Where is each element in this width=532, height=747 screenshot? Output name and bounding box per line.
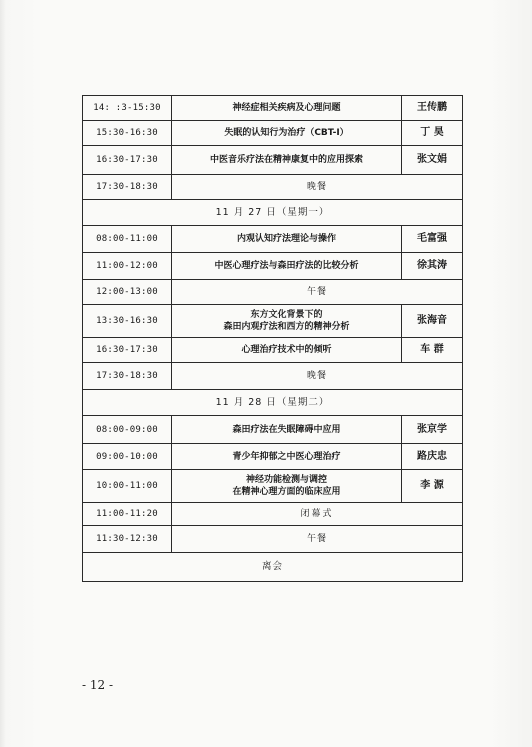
session-topic-line: 在精神心理方面的临床应用	[232, 487, 341, 497]
schedule-body	[83, 96, 463, 582]
session-speaker: 毛富强	[402, 226, 463, 253]
schedule-table	[82, 95, 463, 582]
session-speaker: 张海音	[402, 305, 463, 338]
schedule-row-meal	[83, 526, 463, 553]
session-speaker: 徐其涛	[402, 253, 463, 280]
schedule-row-session	[83, 253, 463, 280]
schedule-row-session	[83, 226, 463, 253]
schedule-row-day	[83, 200, 463, 226]
session-topic-line: 中医音乐疗法在精神康复中的应用探索	[209, 155, 363, 165]
session-topic-line: 心理治疗技术中的倾听	[241, 345, 332, 355]
schedule-row-session	[83, 121, 463, 146]
session-topic	[172, 226, 402, 253]
event-time: 11:30-12:30	[83, 526, 172, 553]
session-speaker: 王传鹏	[402, 96, 463, 121]
session-speaker: 张文娟	[402, 146, 463, 175]
session-topic	[172, 121, 402, 146]
schedule-row-meal	[83, 363, 463, 390]
session-topic	[172, 96, 402, 121]
session-topic	[172, 146, 402, 175]
day-header: 11 月 28 日（星期二）	[83, 390, 463, 416]
event-time: 11:00-11:20	[83, 503, 172, 526]
session-time: 10:00-11:00	[83, 470, 172, 503]
session-topic	[172, 470, 402, 503]
session-topic	[172, 253, 402, 280]
session-time: 13:30-16:30	[83, 305, 172, 338]
session-topic-line: 内观认知疗法理论与操作	[236, 234, 336, 244]
session-speaker: 张京学	[402, 416, 463, 444]
session-topic-line: 森田内观疗法和西方的精神分析	[223, 322, 350, 332]
schedule-row-session	[83, 305, 463, 338]
event-label: 闭幕式	[172, 503, 463, 526]
schedule-row-meal	[83, 503, 463, 526]
session-topic	[172, 338, 402, 363]
event-time: 12:00-13:00	[83, 280, 172, 305]
session-topic-line: 森田疗法在失眠障碍中应用	[232, 424, 341, 435]
session-topic-line: 神经症相关疾病及心理问题	[232, 103, 341, 113]
session-time: 08:00-09:00	[83, 416, 172, 444]
event-label: 晚餐	[172, 363, 463, 390]
event-label: 午餐	[172, 526, 463, 553]
session-time: 16:30-17:30	[83, 338, 172, 363]
session-time: 11:00-12:00	[83, 253, 172, 280]
schedule-row-session	[83, 96, 463, 121]
session-speaker: 李 源	[402, 470, 463, 503]
schedule-row-session	[83, 470, 463, 503]
session-time: 15:30-16:30	[83, 121, 172, 146]
session-topic	[172, 444, 402, 470]
session-time: 14: :3-15:30	[83, 96, 172, 121]
event-label: 晚餐	[172, 175, 463, 200]
schedule-row-day	[83, 553, 463, 582]
schedule-row-day	[83, 390, 463, 416]
session-speaker: 路庆忠	[402, 444, 463, 470]
session-topic	[172, 305, 402, 338]
session-topic	[172, 416, 402, 444]
event-time: 17:30-18:30	[83, 363, 172, 390]
schedule-row-session	[83, 146, 463, 175]
session-topic-line: 东方文化背景下的	[250, 310, 323, 320]
schedule-row-session	[83, 444, 463, 470]
schedule-row-session	[83, 338, 463, 363]
session-speaker: 车 群	[402, 338, 463, 363]
day-header: 离会	[83, 553, 463, 582]
session-time: 09:00-10:00	[83, 444, 172, 470]
session-topic-line: 青少年抑郁之中医心理治疗	[232, 451, 341, 462]
session-topic-line: 中医心理疗法与森田疗法的比较分析	[214, 261, 359, 271]
session-speaker: 丁 昊	[402, 121, 463, 146]
event-time: 17:30-18:30	[83, 175, 172, 200]
schedule-row-meal	[83, 175, 463, 200]
day-header: 11 月 27 日（星期一）	[83, 200, 463, 226]
session-time: 16:30-17:30	[83, 146, 172, 175]
schedule-row-meal	[83, 280, 463, 305]
event-label: 午餐	[172, 280, 463, 305]
schedule-row-session	[83, 416, 463, 444]
session-time: 08:00-11:00	[83, 226, 172, 253]
session-topic-line: 神经功能检测与调控	[245, 475, 327, 485]
page-number: - 12 -	[82, 678, 114, 692]
session-topic-line: 失眠的认知行为治疗（CBT-I）	[224, 128, 349, 138]
